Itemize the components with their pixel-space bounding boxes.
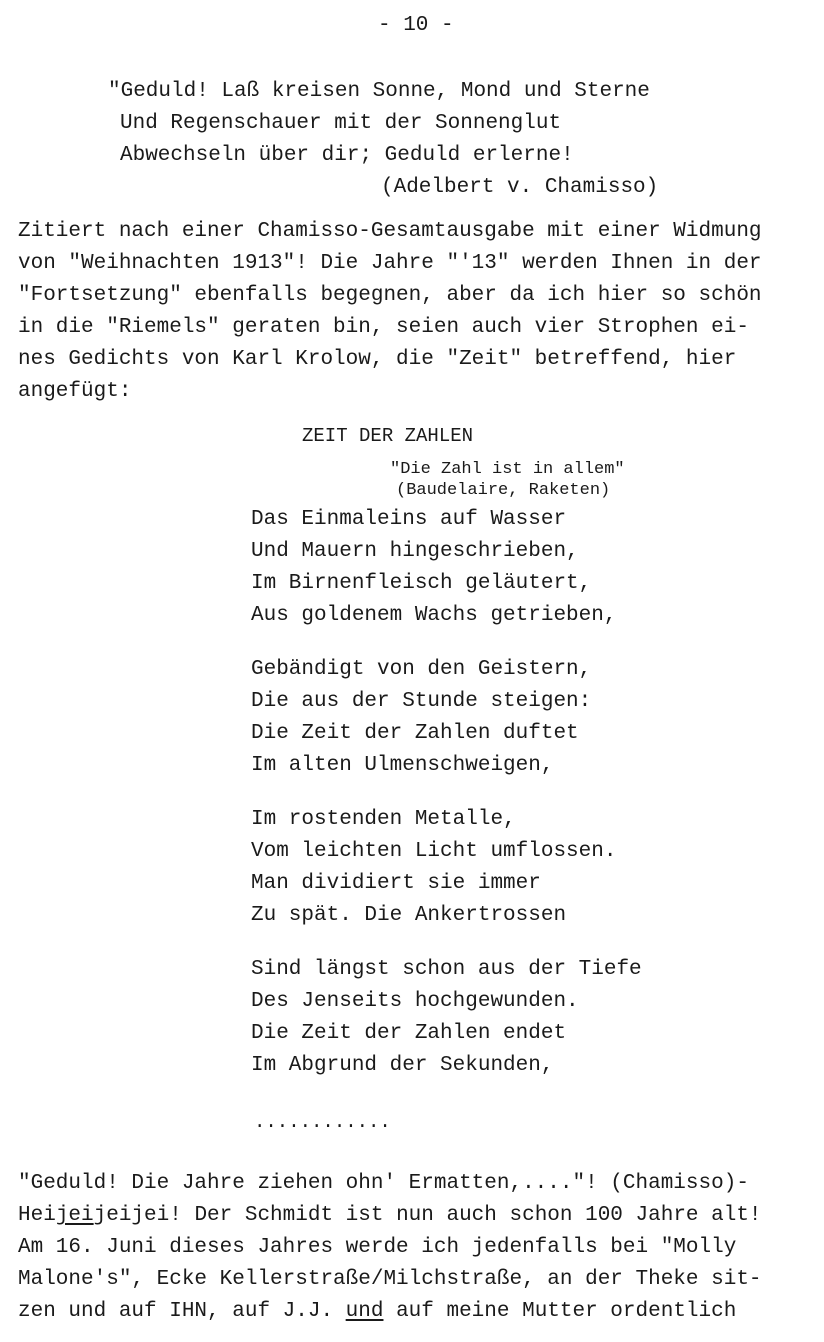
text-segment: auf meine Mutter ordentlich <box>383 1300 737 1323</box>
poem-line: Die Zeit der Zahlen endet <box>251 1022 567 1045</box>
underlined-text: jei <box>55 1204 94 1227</box>
poem-line: Vom leichten Licht umflossen. <box>251 840 617 863</box>
paragraph-line: nes Gedichts von Karl Krolow, die "Zeit" betreffend, hier <box>18 348 737 371</box>
quote-line-1: "Geduld! Laß kreisen Sonne, Mond und Sterne <box>108 80 650 103</box>
poem-line: Im alten Ulmenschweigen, <box>251 754 554 777</box>
paragraph-line: von "Weihnachten 1913"! Die Jahre "'13" werden Ihnen in der <box>18 252 762 275</box>
paragraph-line: "Geduld! Die Jahre ziehen ohn' Ermatten,...."! (Chamisso)- <box>18 1172 749 1195</box>
poem-line: Zu spät. Die Ankertrossen <box>251 904 567 927</box>
text-segment: zen und auf IHN, auf J.J. <box>18 1300 346 1323</box>
quote-line-2: Und Regenschauer mit der Sonnenglut <box>120 112 562 135</box>
poem-line: Gebändigt von den Geistern, <box>251 658 592 681</box>
paragraph-line: in die "Riemels" geraten bin, seien auch vier Strophen ei- <box>18 316 749 339</box>
poem-line: Im Birnenfleisch geläutert, <box>251 572 592 595</box>
paragraph-line: Am 16. Juni dieses Jahres werde ich jedenfalls bei "Molly <box>18 1236 737 1259</box>
poem-line: Man dividiert sie immer <box>251 872 541 895</box>
poem-line: Im Abgrund der Sekunden, <box>251 1054 554 1077</box>
poem-line: Das Einmaleins auf Wasser <box>251 508 567 531</box>
poem-line: Und Mauern hingeschrieben, <box>251 540 579 563</box>
poem-ellipsis: ............ <box>254 1111 391 1133</box>
paragraph-line <box>18 1300 736 1324</box>
poem-line: Aus goldenem Wachs getrieben, <box>251 604 617 627</box>
paragraph-line: Zitiert nach einer Chamisso-Gesamtausgabe mit einer Widmung <box>18 220 762 243</box>
poem-line: Des Jenseits hochgewunden. <box>251 990 579 1013</box>
poem-epigraph: "Die Zahl ist in allem" <box>390 460 625 479</box>
page-number: - 10 - <box>378 14 454 37</box>
text-segment: jeijei! Der Schmidt ist nun auch schon 100 Jahre alt! <box>93 1204 762 1227</box>
poem-line: Die Zeit der Zahlen duftet <box>251 722 579 745</box>
paragraph-line: Malone's", Ecke Kellerstraße/Milchstraße, an der Theke sit- <box>18 1268 762 1291</box>
poem-epigraph-source: (Baudelaire, Raketen) <box>396 481 611 500</box>
poem-title: ZEIT DER ZAHLEN <box>302 425 474 447</box>
paragraph-line: "Fortsetzung" ebenfalls begegnen, aber da ich hier so schön <box>18 284 762 307</box>
poem-line: Im rostenden Metalle, <box>251 808 516 831</box>
underlined-text: und <box>345 1300 384 1323</box>
poem-line: Die aus der Stunde steigen: <box>251 690 592 713</box>
paragraph-line <box>18 1204 762 1228</box>
paragraph-line: angefügt: <box>18 380 132 403</box>
quote-attribution: (Adelbert v. Chamisso) <box>381 176 659 199</box>
quote-line-3: Abwechseln über dir; Geduld erlerne! <box>120 144 574 167</box>
text-segment: Hei <box>18 1204 56 1227</box>
poem-line: Sind längst schon aus der Tiefe <box>251 958 642 981</box>
